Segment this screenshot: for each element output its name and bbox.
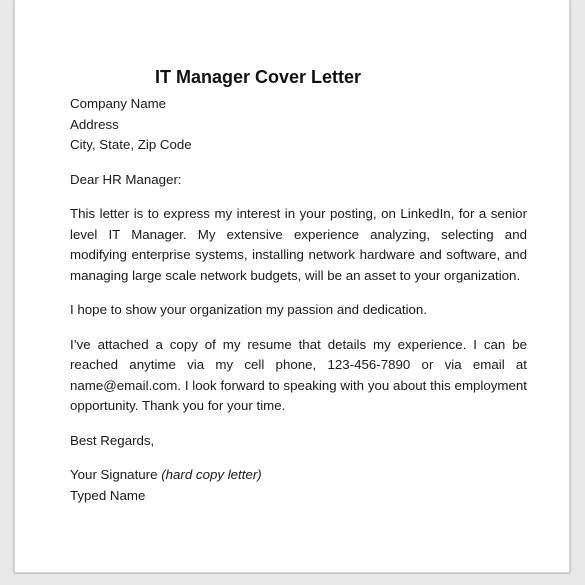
- city-state-zip: City, State, Zip Code: [70, 137, 192, 152]
- address-line: Address: [70, 116, 119, 132]
- closing: Best Regards,: [70, 432, 155, 448]
- document-page: [14, 0, 570, 573]
- paragraph-interest: This letter is to express my interest in your posting, on LinkedIn, for a senior level IT Manager. My extensive experience analyzing, selecting and modifying enterprise systems, installing network hardware and software, and managing large scale network budgets, will be an asset to your organization.: [70, 206, 527, 283]
- signature-line: [70, 465, 527, 486]
- recipient-address: [70, 94, 527, 156]
- paragraph-passion: I hope to show your organization my passion and dedication.: [70, 302, 428, 317]
- letter-body: [70, 66, 527, 506]
- signature-label: Your Signature: [70, 467, 162, 482]
- signature-note: (hard copy letter): [161, 467, 262, 482]
- paragraph-contact: I’ve attached a copy of my resume that details my experience. I can be reached anytime via my cell phone, 123-456-7890 or via email at name@email.com. I look forward to speaking with you about this employment opportunity. Thank you for your time.: [70, 336, 527, 413]
- typed-name: Typed Name: [70, 487, 146, 503]
- salutation: Dear HR Manager:: [70, 171, 182, 187]
- document-title: IT Manager Cover Letter: [155, 67, 362, 87]
- company-name: Company Name: [70, 96, 167, 111]
